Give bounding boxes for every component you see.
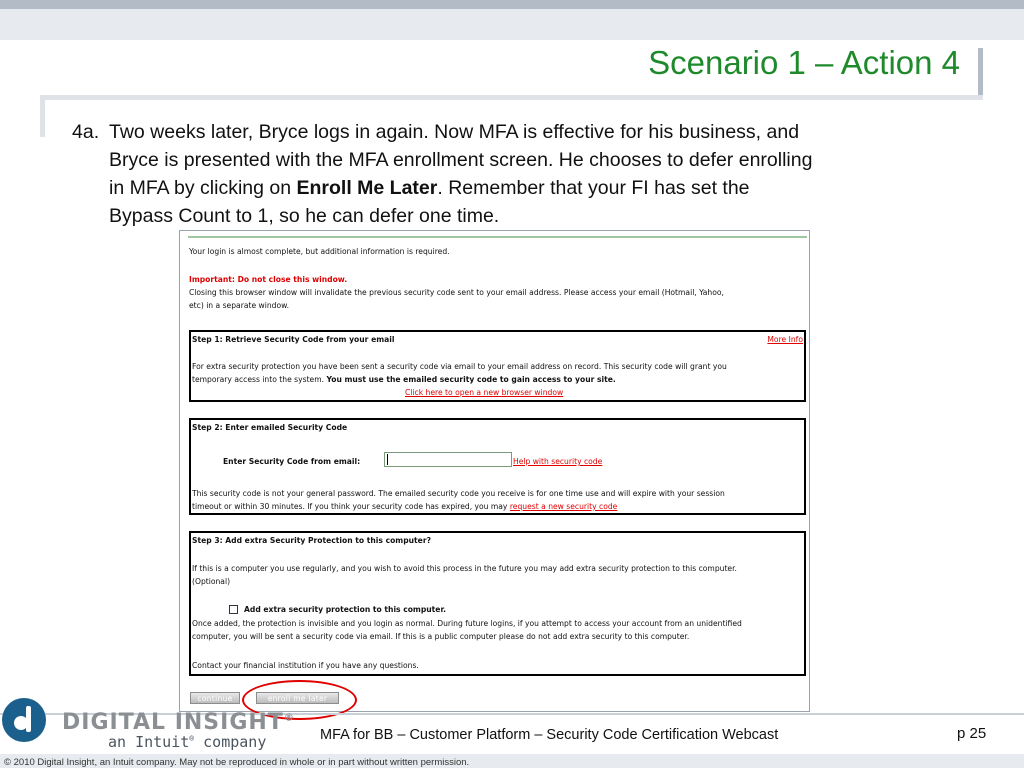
- body-line-1: [72, 118, 952, 146]
- body-text-3b: . Remember that your FI has set the: [437, 177, 750, 199]
- step2-title: Step 2: Enter emailed Security Code: [192, 423, 348, 432]
- step1-text-2: [192, 375, 616, 384]
- closing-text-2: etc) in a separate window.: [189, 301, 290, 310]
- step3-text-4: computer, you will be sent a security code via email. If this is a public computer please do not add extra security to this computer.: [192, 632, 690, 641]
- help-security-code-link[interactable]: Help with security code: [513, 457, 603, 466]
- logo-sub-text: an Intuit: [108, 733, 190, 751]
- step1-text-1: For extra security protection you have been sent a security code via email to your email address on record. This security code will grant you: [192, 362, 727, 371]
- step2-text-2: [192, 502, 617, 511]
- step3-text-5: Contact your financial institution if you have any questions.: [192, 661, 419, 670]
- logo-name: DIGITAL INSIGHT®: [62, 710, 295, 735]
- step3-panel: [189, 531, 806, 676]
- step1-text-2a: temporary access into the system.: [192, 375, 327, 384]
- digital-insight-logo-icon: [2, 698, 46, 742]
- step1-text-2b: You must use the emailed security code to gain access to your site.: [326, 375, 616, 384]
- extra-security-label: Add extra security protection to this computer.: [244, 605, 447, 614]
- security-code-label: Enter Security Code from email:: [223, 457, 361, 466]
- body-line-3: [72, 174, 952, 202]
- step3-text-3: Once added, the protection is invisible and you login as normal. During future logins, if you attempt to access your account from an unidentified: [192, 619, 742, 628]
- top-band-light: [0, 9, 1024, 40]
- step3-title: Step 3: Add extra Security Protection to this computer?: [192, 536, 431, 545]
- body-line-2: Bryce is presented with the MFA enrollment screen. He chooses to defer enrolling: [109, 149, 813, 171]
- closing-text-1: Closing this browser window will invalidate the previous security code sent to your email address. Please access your email (Hotmail, Yahoo,: [189, 288, 724, 297]
- page-number: p 25: [957, 725, 987, 742]
- copyright-text: © 2010 Digital Insight, an Intuit company. May not be reproduced in whole or in part without written permission.: [4, 757, 470, 768]
- extra-security-checkbox[interactable]: [229, 605, 238, 614]
- step2-text-1: This security code is not your general password. The emailed security code you receive is for one time use and will expire with your session: [192, 489, 725, 498]
- logo-tagline: an Intuit® company: [108, 733, 267, 751]
- logo-name-text: DIGITAL INSIGHT: [62, 710, 284, 735]
- enroll-me-later-button[interactable]: enroll me later: [256, 692, 339, 704]
- step2-panel: [189, 418, 806, 515]
- step3-optional: (Optional): [192, 577, 231, 586]
- continue-button[interactable]: continue: [190, 692, 240, 704]
- mfa-enrollment-screenshot: [179, 230, 810, 712]
- top-band: [0, 0, 1024, 9]
- step2-text-2a: timeout or within 30 minutes. If you think your security code has expired, you may: [192, 502, 510, 511]
- body-line-4: Bypass Count to 1, so he can defer one time.: [109, 205, 500, 227]
- important-warning: Important: Do not close this window.: [189, 275, 348, 284]
- body-text-3a: in MFA by clicking on: [109, 177, 297, 199]
- body-text-1: Two weeks later, Bryce logs in again. Now MFA is effective for his business, and: [109, 121, 800, 143]
- open-browser-link[interactable]: Click here to open a new browser window: [405, 388, 564, 397]
- left-accent-bar: [40, 95, 45, 137]
- title-accent-bar: [978, 48, 983, 95]
- title-underline-bar: [40, 95, 983, 100]
- item-number: 4a.: [72, 121, 100, 143]
- footer-title: MFA for BB – Customer Platform – Security Code Certification Webcast: [320, 727, 779, 743]
- request-new-code-link[interactable]: request a new security code: [509, 502, 618, 511]
- screen-top-divider: [188, 236, 807, 238]
- intro-text: Your login is almost complete, but additional information is required.: [189, 247, 450, 256]
- logo-sub-text-2: company: [194, 733, 267, 751]
- more-info-link[interactable]: More Info: [767, 335, 803, 344]
- step3-text-1: If this is a computer you use regularly, and you wish to avoid this process in the future you may add extra security protection to this computer.: [192, 564, 737, 573]
- security-code-input[interactable]: [384, 452, 512, 467]
- step1-title: Step 1: Retrieve Security Code from your email: [192, 335, 395, 344]
- enroll-later-emphasis: Enroll Me Later: [296, 177, 438, 199]
- slide-title: Scenario 1 – Action 4: [648, 44, 960, 81]
- step1-panel: [189, 330, 806, 402]
- slide-body: [72, 118, 952, 230]
